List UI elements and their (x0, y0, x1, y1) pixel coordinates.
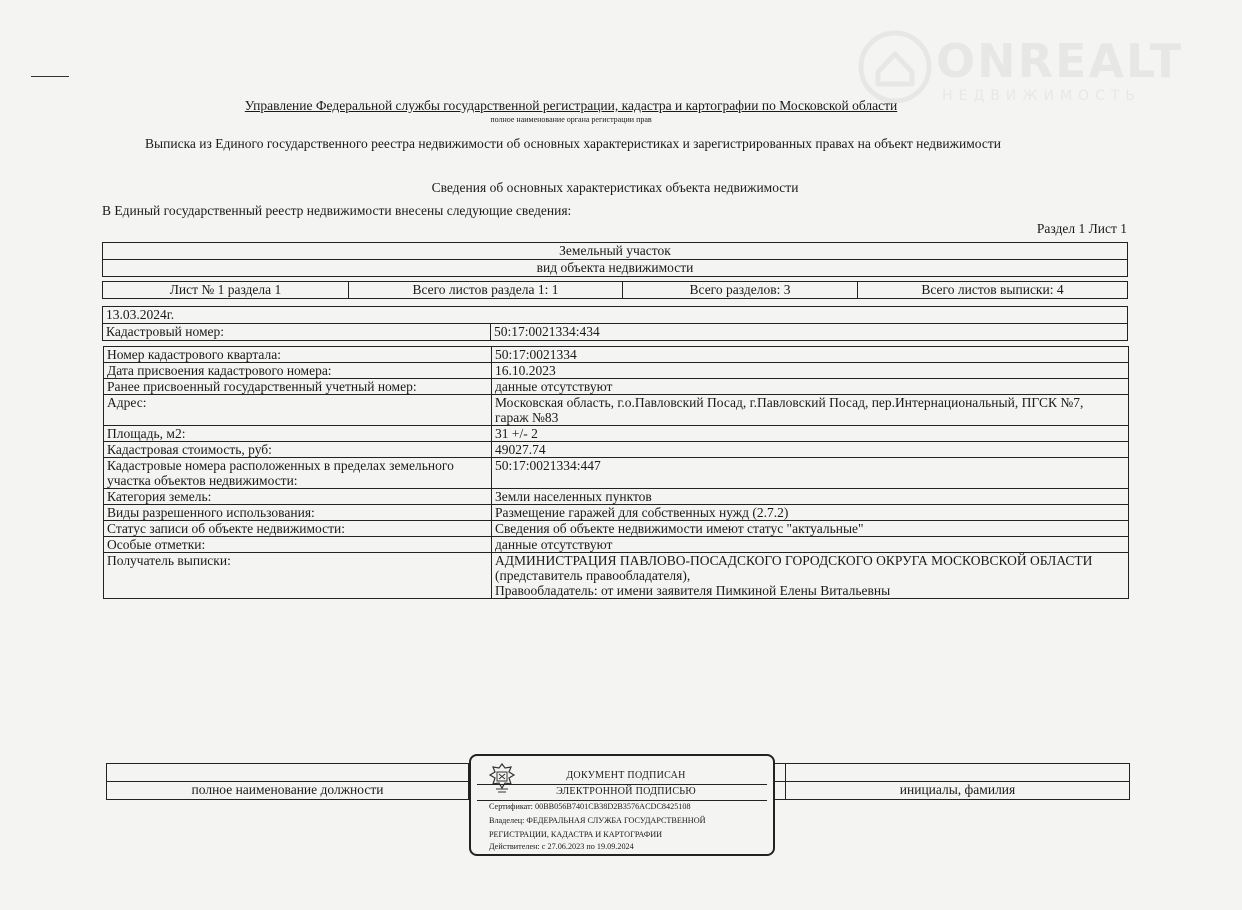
table-row (104, 505, 1129, 521)
table-row (104, 426, 1129, 442)
table-row (104, 347, 1129, 363)
section-sheet-label: Раздел 1 Лист 1 (1036, 221, 1127, 236)
row-value (492, 395, 1129, 426)
row-label: Площадь, м2: (104, 426, 492, 442)
row-value-line: Московская область, г.о.Павловский Посад, г.Павловский Посад, пер.Интернациональный, ПГСК №7, (495, 395, 1084, 410)
corner-dash (31, 76, 69, 77)
sheet-number: Лист № 1 раздела 1 (103, 282, 349, 299)
stamp-title: ДОКУМЕНТ ПОДПИСАН (566, 770, 686, 781)
row-label: Особые отметки: (104, 537, 492, 553)
row-label: Номер кадастрового квартала: (104, 347, 492, 363)
row-label: Кадастровая стоимость, руб: (104, 442, 492, 458)
position-caption: полное наименование должности (107, 782, 469, 800)
row-value-line: АДМИНИСТРАЦИЯ ПАВЛОВО-ПОСАДСКОГО ГОРОДСКОГО ОКРУГА МОСКОВСКОЙ ОБЛАСТИ (495, 553, 1093, 568)
table-row (104, 521, 1129, 537)
row-label: Получатель выписки: (104, 553, 492, 599)
table-row (104, 458, 1129, 489)
row-value (492, 458, 1129, 489)
sheets-in-section: Всего листов раздела 1: 1 (349, 282, 623, 299)
row-value-line: 50:17:0021334 (495, 347, 577, 362)
row-value-line: Размещение гаражей для собственных нужд (2.7.2) (495, 505, 789, 520)
stamp-owner-line2: РЕГИСТРАЦИИ, КАДАСТРА И КАРТОГРАФИИ (489, 830, 663, 839)
section-title: Сведения об основных характеристиках объекта недвижимости (431, 180, 799, 195)
row-value-line: 16.10.2023 (495, 363, 556, 378)
row-label: Ранее присвоенный государственный учетный номер: (104, 379, 492, 395)
authority-caption: полное наименование органа регистрации прав (490, 115, 652, 124)
object-type-table (102, 242, 1128, 277)
row-value (492, 426, 1129, 442)
table-row (104, 489, 1129, 505)
row-value (492, 553, 1129, 599)
row-value-line: 49027.74 (495, 442, 546, 457)
object-type: Земельный участок (103, 243, 1128, 260)
row-label: Статус записи об объекте недвижимости: (104, 521, 492, 537)
date-table (102, 306, 1128, 341)
stamp-validity: Действителен: с 27.06.2023 по 19.09.2024 (489, 842, 634, 851)
name-field (786, 764, 1130, 782)
table-row (104, 395, 1129, 426)
table-row (104, 537, 1129, 553)
row-value (492, 379, 1129, 395)
row-value-line: Земли населенных пунктов (495, 489, 652, 504)
table-row (104, 363, 1129, 379)
row-label: Категория земель: (104, 489, 492, 505)
table-row (104, 442, 1129, 458)
object-type-caption: вид объекта недвижимости (103, 260, 1128, 277)
row-value-line: Сведения об объекте недвижимости имеют статус "актуальные" (495, 521, 864, 536)
row-value-line: гараж №83 (495, 410, 559, 425)
row-value (492, 521, 1129, 537)
cadastral-number: 50:17:0021334:434 (491, 324, 1128, 341)
stamp-subtitle: ЭЛЕКТРОННОЙ ПОДПИСЬЮ (556, 786, 696, 797)
row-value (492, 442, 1129, 458)
row-value (492, 489, 1129, 505)
authority-name: Управление Федеральной службы государственной регистрации, кадастра и картографии по Московской области (244, 98, 898, 113)
row-value-line: Правообладатель: от имени заявителя Пимкиной Елены Витальевны (495, 583, 891, 598)
extract-date: 13.03.2024г. (103, 307, 1128, 324)
cadastral-label: Кадастровый номер: (103, 324, 491, 341)
watermark-brand: ONREALT (936, 34, 1184, 88)
row-value (492, 347, 1129, 363)
intro-text: В Единый государственный реестр недвижимости внесены следующие сведения: (102, 203, 572, 218)
position-field (107, 764, 469, 782)
sections-total: Всего разделов: 3 (623, 282, 858, 299)
row-value (492, 363, 1129, 379)
row-value-line: 50:17:0021334:447 (495, 458, 601, 473)
table-row (104, 379, 1129, 395)
row-value-line: данные отсутствуют (495, 537, 613, 552)
stamp-owner-line1: Владелец: ФЕДЕРАЛЬНАЯ СЛУЖБА ГОСУДАРСТВЕННОЙ (489, 816, 706, 825)
sheet-info-table (102, 281, 1128, 299)
watermark-subtitle: НЕДВИЖИМОСТЬ (942, 88, 1141, 104)
characteristics-table (103, 346, 1129, 599)
row-label: Виды разрешенного использования: (104, 505, 492, 521)
row-value-line: (представитель правообладателя), (495, 568, 691, 583)
row-value (492, 505, 1129, 521)
document-title: Выписка из Единого государственного реестра недвижимости об основных характеристиках и зарегистрированных правах на объект недвижимости (145, 136, 1001, 151)
row-label: Адрес: (104, 395, 492, 426)
electronic-signature-stamp (469, 754, 775, 856)
house-logo-icon (856, 28, 934, 106)
row-label: Дата присвоения кадастрового номера: (104, 363, 492, 379)
name-caption: инициалы, фамилия (786, 782, 1130, 800)
table-row (104, 553, 1129, 599)
row-label: Кадастровые номера расположенных в пределах земельного участка объектов недвижимости: (104, 458, 492, 489)
row-value (492, 537, 1129, 553)
sheets-total: Всего листов выписки: 4 (858, 282, 1128, 299)
stamp-certificate: Сертификат: 00BB056B7401CB38D2B3576ACDC8425108 (489, 802, 691, 811)
row-value-line: данные отсутствуют (495, 379, 613, 394)
row-value-line: 31 +/- 2 (495, 426, 538, 441)
